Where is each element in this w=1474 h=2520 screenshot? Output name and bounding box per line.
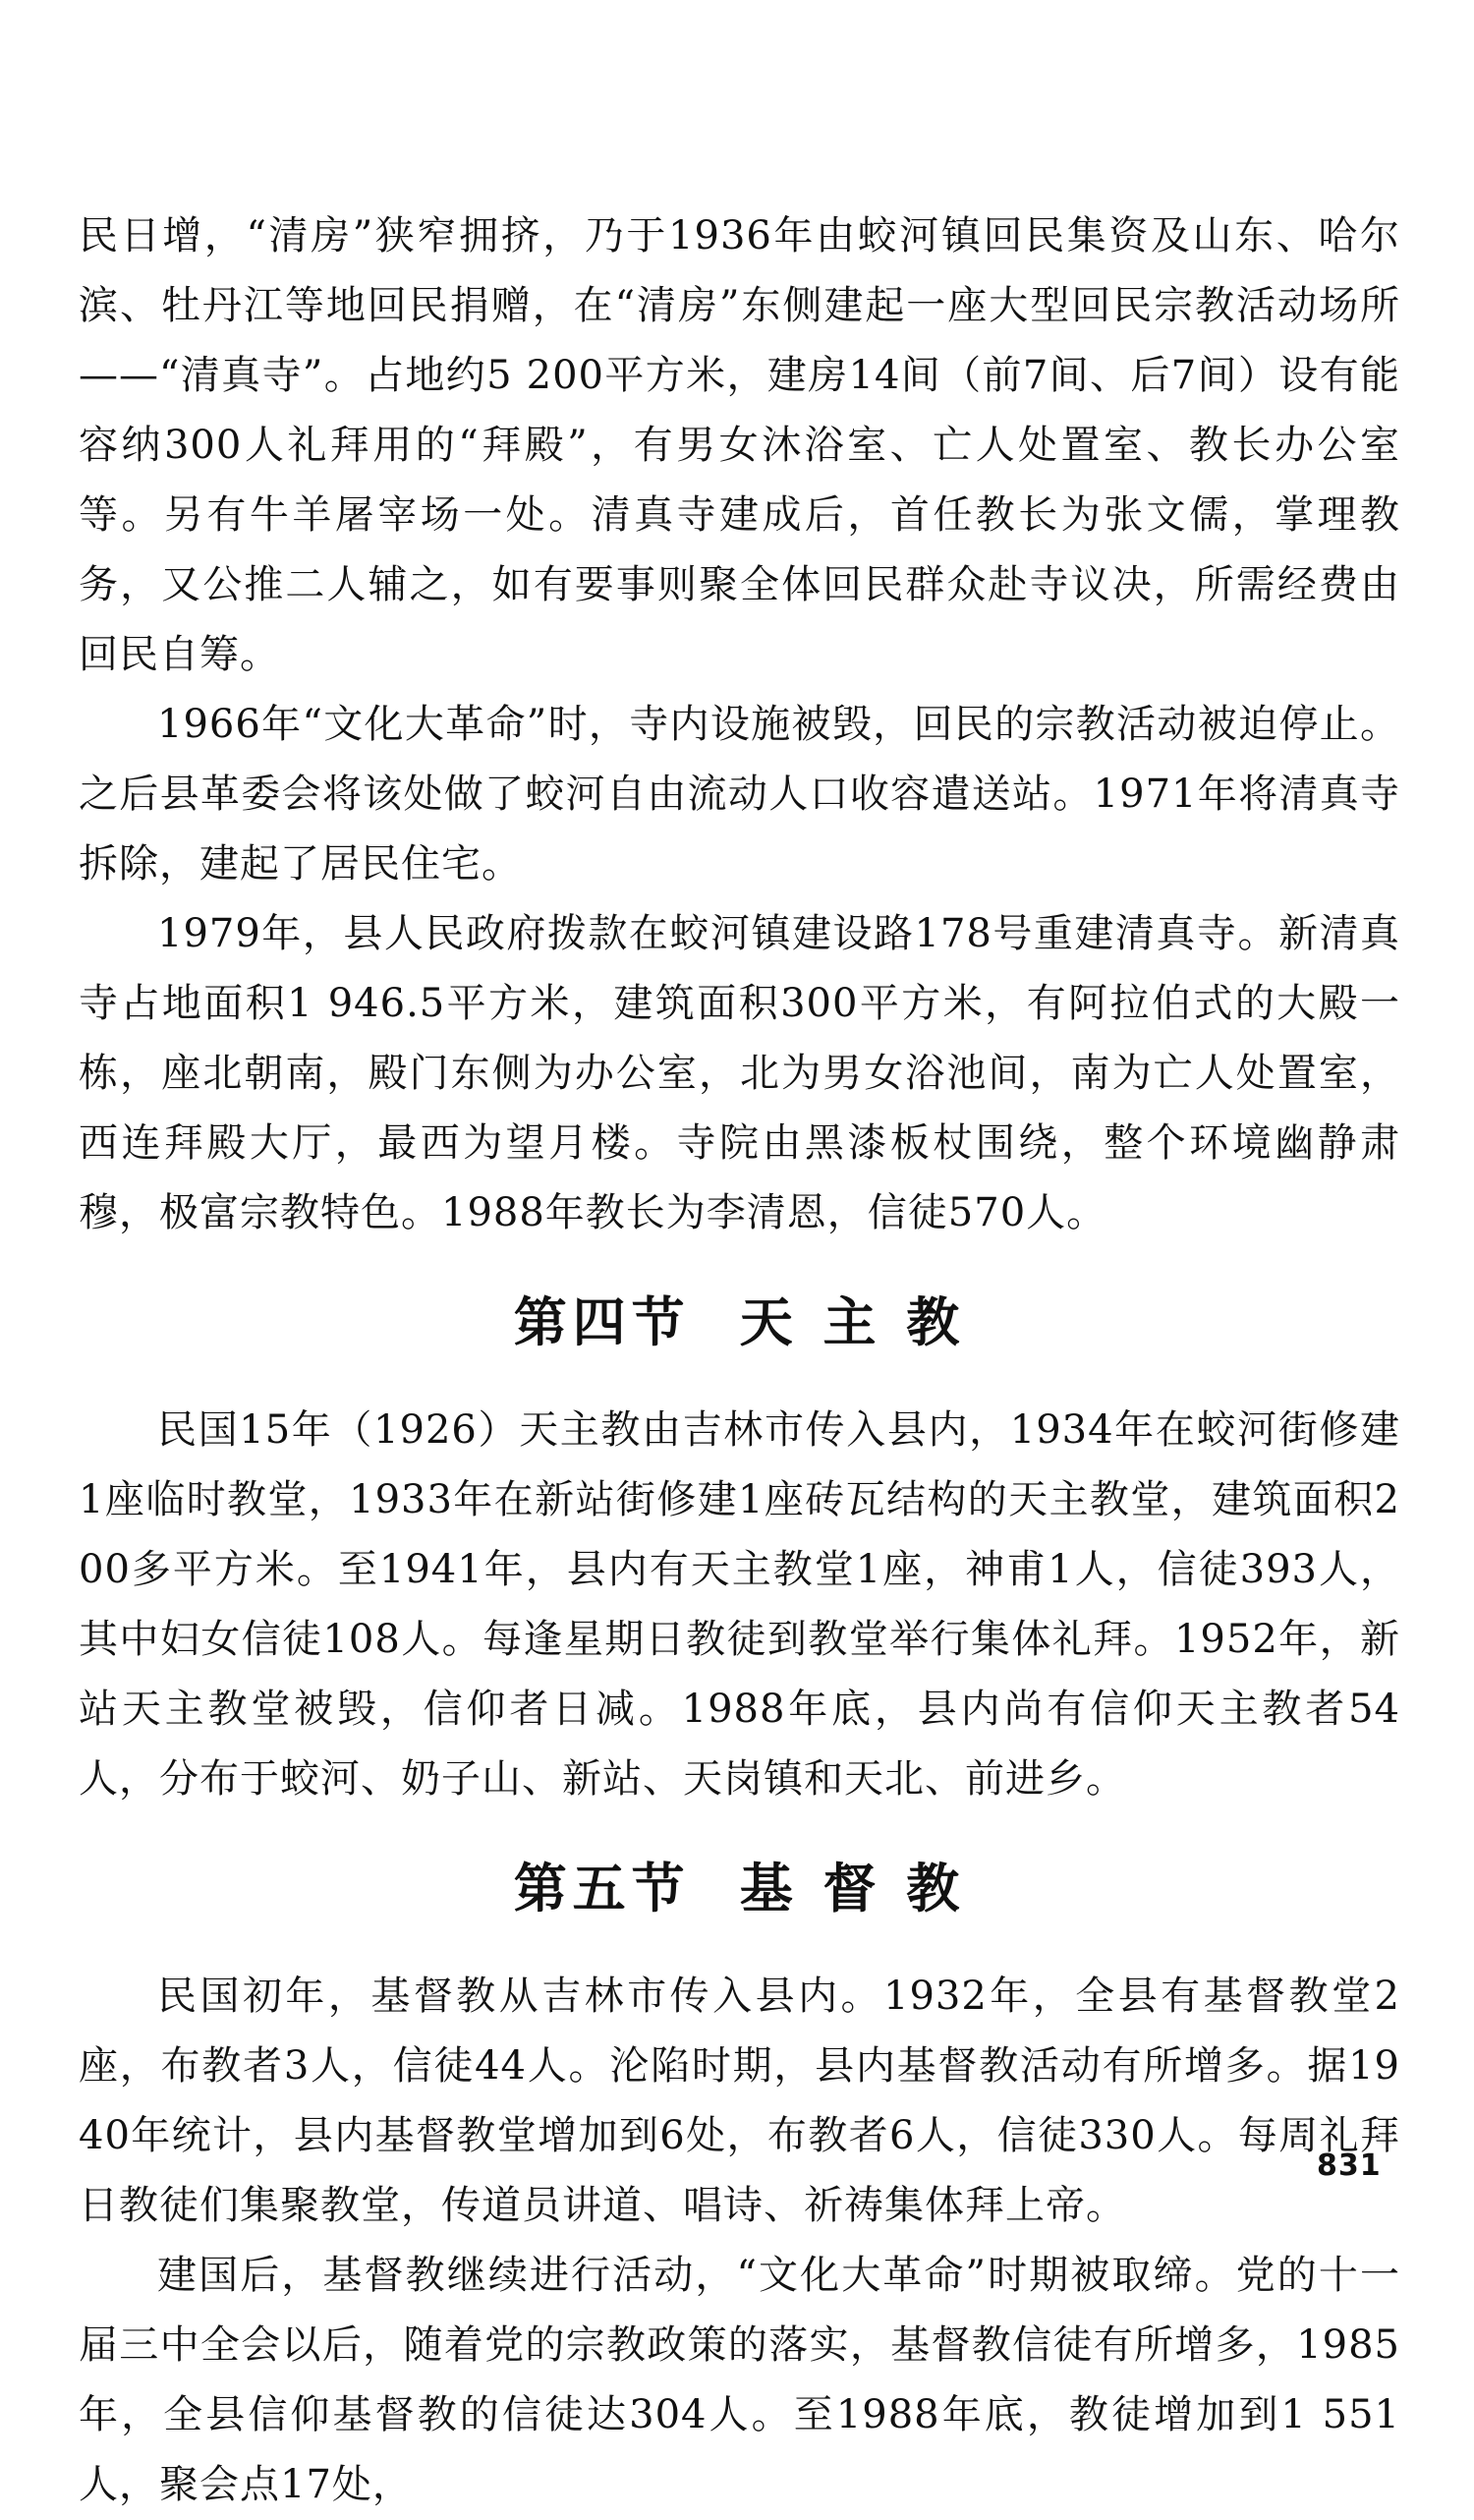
section-number: 第四节 xyxy=(513,1290,691,1353)
page-body xyxy=(79,201,1400,2520)
paragraph: 民日增，“清房”狭窄拥挤，乃于1936年由蛟河镇回民集资及山东、哈尔滨、牡丹江等地回民捐赠，在“清房”东侧建起一座大型回民宗教活动场所——“清真寺”。占地约5 200平方米，建房14间（前7间、后7间）设有能容纳300人礼拜用的“拜殿”，有男女沐浴室、亡人处置室、教长办公室等。另有牛羊屠宰场一处。清真寺建成后，首任教长为张文儒，掌理教务，又公推二人辅之，如有要事则聚全体回民群众赴寺议决，所需经费由回民自筹。 xyxy=(79,213,1400,677)
paragraph: 民国初年，基督教从吉林市传入县内。1932年，全县有基督教堂2座，布教者3人，信徒44人。沦陷时期，县内基督教活动有所增多。据1940年统计，县内基督教堂增加到6处，布教者6人，信徒330人。每周礼拜日教徒们集聚教堂，传道员讲道、唱诗、祈祷集体拜上帝。 xyxy=(79,1974,1400,2228)
paragraph: 民国15年（1926）天主教由吉林市传入县内，1934年在蛟河街修建1座临时教堂，1933年在新站街修建1座砖瓦结构的天主教堂，建筑面积200多平方米。至1941年，县内有天主教堂1座，神甫1人，信徒393人，其中妇女信徒108人。每逢星期日教徒到教堂举行集体礼拜。1952年，新站天主教堂被毁，信仰者日减。1988年底，县内尚有信仰天主教者54人，分布于蛟河、奶子山、新站、天岗镇和天北、前进乡。 xyxy=(79,1407,1400,1802)
page-number: 831 xyxy=(1317,2148,1382,2183)
section-heading-catholicism xyxy=(79,1248,1400,1396)
paragraph: 1979年，县人民政府拨款在蛟河镇建设路178号重建清真寺。新清真寺占地面积1 946.5平方米，建筑面积300平方米，有阿拉伯式的大殿一栋，座北朝南，殿门东侧为办公室，北为男女浴池间，南为亡人处置室，西连拜殿大厅，最西为望月楼。寺院由黑漆板杖围绕，整个环境幽静肃穆，极富宗教特色。1988年教长为李清恩，信徒570人。 xyxy=(79,911,1400,1235)
section-number: 第五节 xyxy=(513,1857,691,1919)
section-title: 基 督 教 xyxy=(739,1857,966,1919)
paragraph: 1966年“文化大革命”时，寺内设施被毁，回民的宗教活动被迫停止。之后县革委会将该处做了蛟河自由流动人口收容遣送站。1971年将清真寺拆除，建起了居民住宅。 xyxy=(79,702,1400,887)
section-heading-christianity xyxy=(79,1814,1400,1962)
section-title: 天 主 教 xyxy=(739,1290,966,1353)
paragraph: 建国后，基督教继续进行活动，“文化大革命”时期被取缔。党的十一届三中全会以后，随着党的宗教政策的落实，基督教信徒有所增多，1985年，全县信仰基督教的信徒达304人。至1988年底，教徒增加到1 551人，聚会点17处， xyxy=(79,2253,1400,2507)
